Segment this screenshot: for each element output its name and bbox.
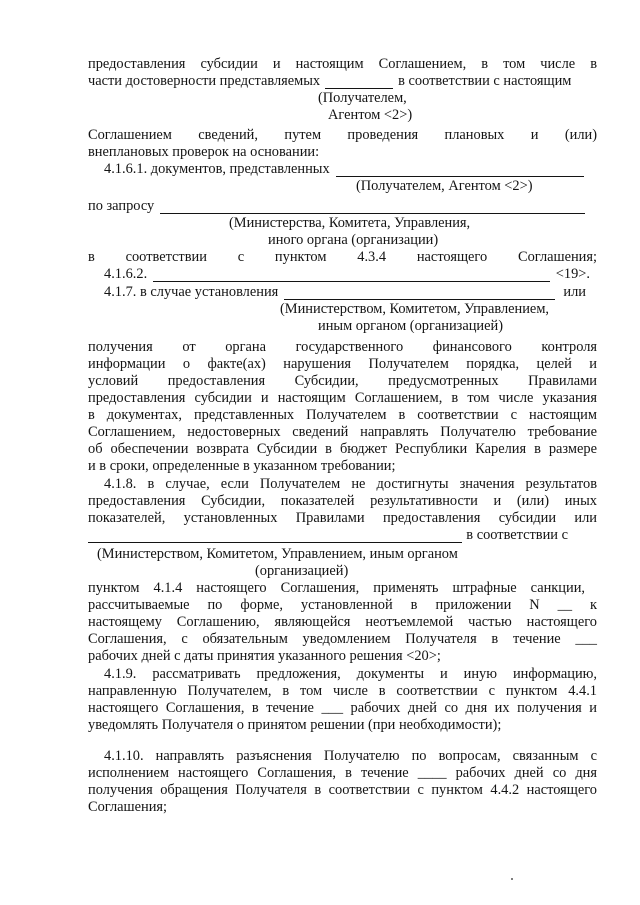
text-fragment: в соответствии с настоящим xyxy=(398,73,572,89)
form-caption: (Министерством, Комитетом, Управлением, xyxy=(280,301,550,317)
form-caption: иным органом (организацией) xyxy=(318,318,504,334)
text-line: показателей, установленных Правилами предоставления субсидии или xyxy=(88,510,597,526)
text-line: и в сроки, определенные в указанном требовании; xyxy=(88,458,396,474)
form-caption: (Министерством, Комитетом, Управлением, иным органом xyxy=(97,546,458,562)
text-line: уведомлять Получателя о принятом решении (при необходимости); xyxy=(88,717,502,733)
form-caption: Агентом <2>) xyxy=(328,107,413,123)
text-fragment: 4.1.7. в случае установления xyxy=(104,284,279,300)
text-line: 4.1.9. рассматривать предложения, документы и иную информацию, xyxy=(104,666,597,682)
text-fragment: в соответствии с xyxy=(466,527,568,543)
text-line: предоставления субсидии и настоящим Соглашением, в том числе в xyxy=(88,56,597,72)
text-line: Соглашением сведений, путем проведения плановых и (или) xyxy=(88,127,597,143)
text-line: в соответствии с пунктом 4.3.4 настоящего Соглашения; xyxy=(88,249,597,265)
text-line: исполнением настоящего Соглашения, в течение ____ рабочих дней со дня xyxy=(88,765,597,781)
text-line: Соглашения, с обязательным уведомлением Получателя в течение ___ xyxy=(88,631,597,647)
form-caption: (Получателем, xyxy=(318,90,407,106)
text-fragment: по запросу xyxy=(88,198,155,214)
text-line: настоящему Соглашению, являющейся неотъемлемой частью настоящего xyxy=(88,614,597,630)
scan-speck xyxy=(511,878,513,880)
text-fragment: 4.1.6.2. xyxy=(104,266,148,282)
text-line: получения обращения Получателя в соответствии с пунктом 4.4.2 настоящего xyxy=(88,782,597,798)
text-line: предоставления Субсидии, показателей результативности и (или) иных xyxy=(88,493,597,509)
form-caption: иного органа (организации) xyxy=(268,232,439,248)
text-line: внеплановых проверок на основании: xyxy=(88,144,320,160)
text-line xyxy=(104,284,586,300)
form-caption: (Получателем, Агентом <2>) xyxy=(356,178,533,194)
text-line xyxy=(88,527,568,543)
blank-line xyxy=(153,269,550,282)
form-caption: (организацией) xyxy=(255,563,349,579)
blank-line xyxy=(336,164,584,177)
text-line: получения от органа государственного финансового контроля xyxy=(88,339,597,355)
text-line: пунктом 4.1.4 настоящего Соглашения, применять штрафные санкции, xyxy=(88,580,585,596)
text-line xyxy=(104,161,584,177)
text-line: 4.1.8. в случае, если Получателем не достигнуты значения результатов xyxy=(104,476,597,492)
text-fragment: или xyxy=(563,284,586,300)
text-line: предоставления субсидии и настоящим Соглашением, в том числе указания xyxy=(88,390,597,406)
text-line: рабочих дней с даты принятия указанного решения <20>; xyxy=(88,648,441,664)
blank-line xyxy=(160,201,585,214)
form-caption: (Министерства, Комитета, Управления, xyxy=(229,215,471,231)
text-line: Соглашения; xyxy=(88,799,168,815)
blank-line xyxy=(284,287,555,300)
blank-line xyxy=(325,76,393,89)
text-line: в документах, представленных Получателем в соответствии с настоящим xyxy=(88,407,597,423)
text-line: рассчитываемые по форме, установленной в приложении N __ к xyxy=(88,597,597,613)
text-line: 4.1.10. направлять разъяснения Получателю по вопросам, связанным с xyxy=(104,748,597,764)
text-line: об обеспечении возврата Субсидии в бюджет Республики Карелия в размере xyxy=(88,441,597,457)
text-line: информации о факте(ах) нарушения Получателем порядка, целей и xyxy=(88,356,597,372)
text-line: Соглашением, недостоверных сведений направлять Получателю требование xyxy=(88,424,597,440)
text-fragment: <19>. xyxy=(555,266,590,282)
text-fragment: 4.1.6.1. документов, представленных xyxy=(104,161,330,177)
text-line: условий предоставления Субсидии, предусмотренных Правилами xyxy=(88,373,597,389)
text-line: направленную Получателем, в том числе в соответствии с пунктом 4.4.1 xyxy=(88,683,597,699)
text-line: настоящего Соглашения, в течение ___ рабочих дней со дня их получения и xyxy=(88,700,597,716)
text-line xyxy=(88,73,597,89)
text-fragment: части достоверности представляемых xyxy=(88,73,321,89)
text-line xyxy=(104,266,590,282)
text-line xyxy=(88,198,585,214)
blank-line xyxy=(88,530,462,543)
